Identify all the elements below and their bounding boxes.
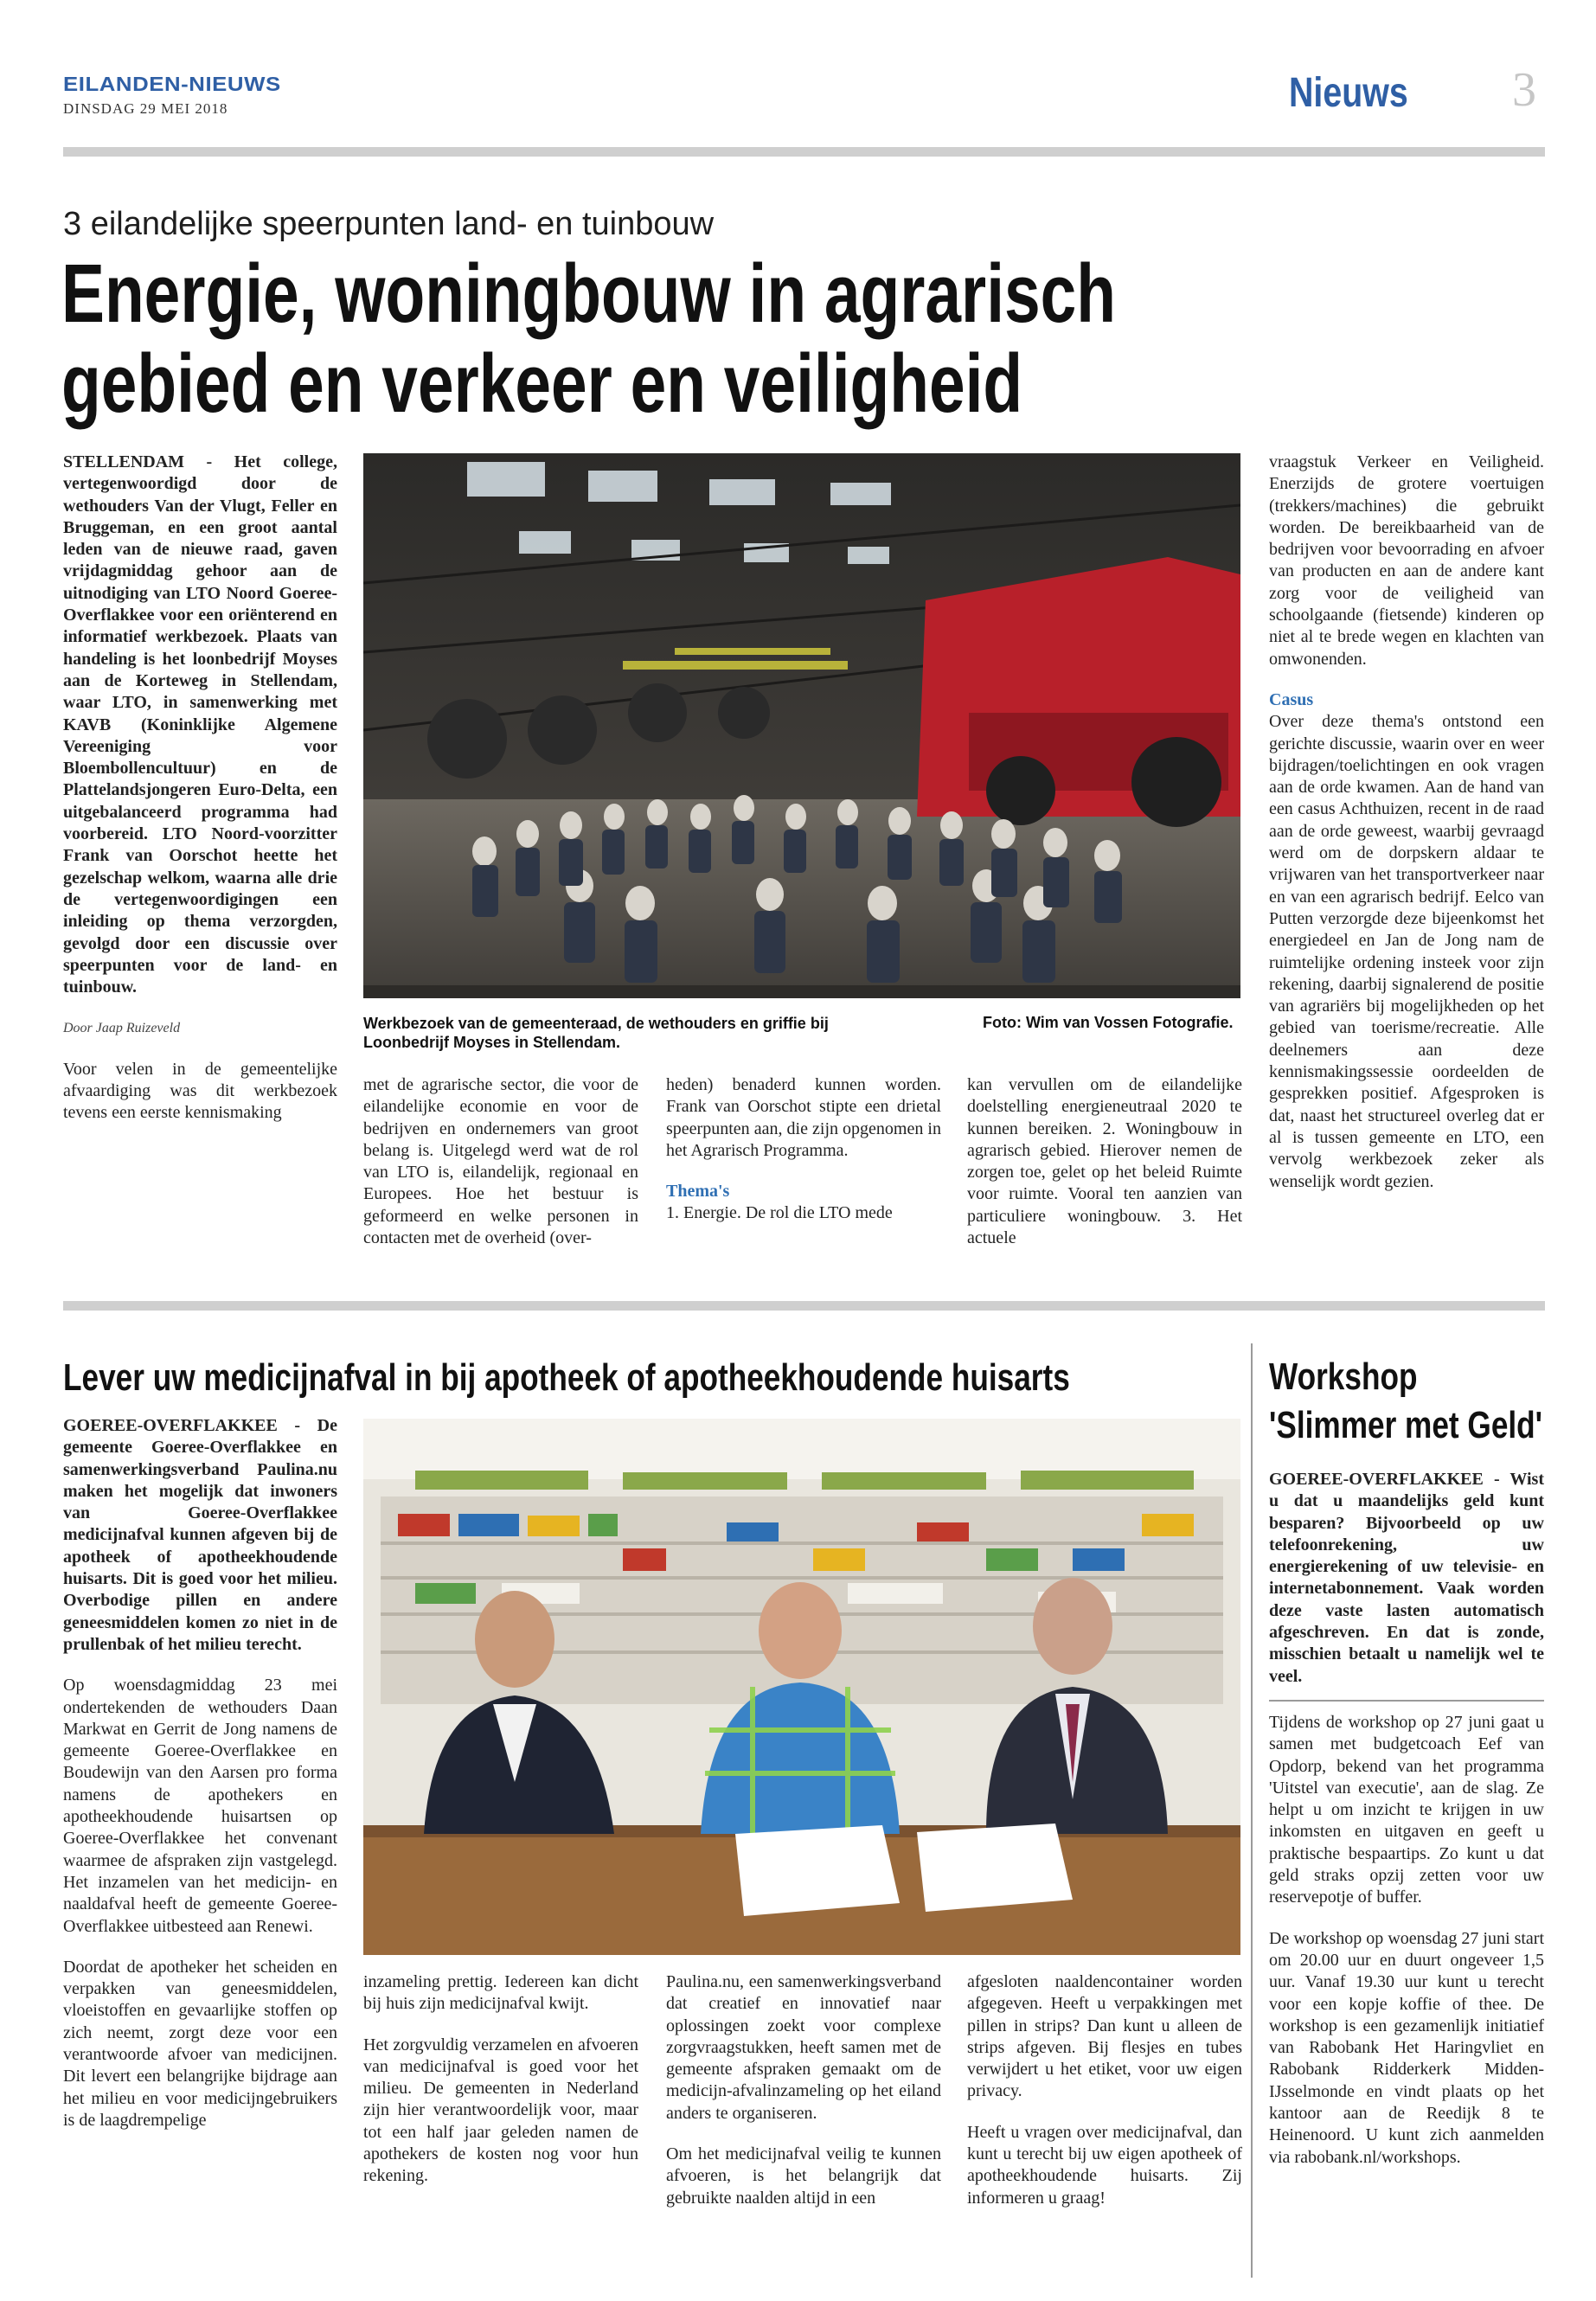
article2-column-4	[967, 1971, 1242, 2209]
article1-lead: STELLENDAM - Het college, vertegenwoordigd door de wethouders Van der Vlugt, Feller en Bruggeman, en een groot aantal leden van de nieuwe raad, gaven vrijdagmiddag gehoor aan de uitnodiging van LTO Noord Goeree-Overflakkee voor een oriënterend en informatief werkbezoek. Plaats van handeling is het loonbedrijf Moyses aan de Korteweg in Stellendam, waar LTO, in samenwerking met KAVB (Koninklijke Algemene Vereeniging voor Bloembollencultuur) en de Plattelandsjongeren Euro-Delta, een uitgebalanceerd programma had voorbereid. LTO Noord-voorzitter Frank van Oorschot heette het gezelschap welkom, waarna alle drie de vertegenwoordigingen een inleiding op thema verzorgden, gevolgd door een discussie over speerpunten voor de land- en tuinbouw.	[63, 452, 337, 997]
article1-column-4	[967, 1074, 1242, 1249]
article1-body-5: vraagstuk Verkeer en Veiligheid. Enerzijds de grotere voertuigen (trekkers/machines) die gebruikt worden. De bereikbaarheid van de bedrijven voor bevoorrading en afvoer van producten en aan de andere kant zorg voor de veiligheid van schoolgaande (fietsende) kinderen op niet al te brede wegen en klachten van omwonenden.	[1269, 452, 1544, 669]
article3-body-1: Tijdens de workshop op 27 juni gaat u samen met budgetcoach Eef van Opdorp, bekend van het programma 'Uitstel van executie', aan de slag. Ze helpt u om inzicht te krijgen in uw inkomsten en uitgaven en geeft u praktische bespaartips. Zo kunt u dat geld straks opzij zetten voor uw reservepotje of buffer.	[1269, 1712, 1544, 1907]
photo-convenant	[363, 1419, 1240, 1955]
article2-body-4: Het zorgvuldig verzamelen en afvoeren van medicijnafval is goed voor het milieu. De gemeenten in Nederland zijn hier verantwoordelijk voor, maar tot een half jaar geleden namen de apothekers de kosten nog voor hun rekening.	[363, 2035, 638, 2186]
article1-body-3b: 1. Energie. De rol die LTO mede	[666, 1203, 893, 1223]
article1-column-5	[1269, 452, 1544, 1193]
article2-lead: GOEREE-OVERFLAKKEE - De gemeente Goeree-Overflakkee en samenwerkingsverband Paulina.nu maken het mogelijk dat inwoners van Goeree-Overflakkee medicijnafval kunnen afgeven bij de apotheek of apotheekhoudende huisarts. Dit is goed voor het milieu. Overbodige pillen en andere geneesmiddelen komen zo niet in de prullenbak of het milieu terecht.	[63, 1416, 337, 1654]
article3-headline-line1: Workshop	[1269, 1356, 1418, 1398]
article3-headline-line2: 'Slimmer met Geld'	[1269, 1404, 1543, 1446]
article3-headline	[1269, 1353, 1596, 1450]
photo-caption: Werkbezoek van de gemeenteraad, de wethouders en griffie bij Loonbedrijf Moyses in Stellendam.	[363, 1015, 829, 1051]
article1-body-1: Voor velen in de gemeentelijke afvaardiging was dit werkbezoek tevens een eerste kennismaking	[63, 1059, 337, 1123]
header-rule	[63, 147, 1545, 157]
article2-body-3: inzameling prettig. Iedereen kan dicht bij huis zijn medicijnafval kwijt.	[363, 1972, 638, 2014]
article1-kicker: 3 eilandelijke speerpunten land- en tuinbouw	[63, 206, 715, 242]
barn-meeting-photo	[363, 453, 1240, 998]
article-divider	[63, 1301, 1545, 1311]
article1-column-1	[63, 452, 337, 1125]
article2-body-6: Om het medicijnafval veilig te kunnen afvoeren, is het belangrijk dat gebruikte naalden altijd in een	[666, 2144, 941, 2208]
article3-column	[1269, 1469, 1544, 2169]
article1-body-3: heden) benaderd kunnen worden. Frank van Oorschot stipte een drietal speerpunten aan, die zijn opgenomen in het Agrarisch Programma.	[666, 1075, 941, 1160]
article1-subhead-casus: Casus	[1269, 689, 1314, 709]
article1-column-3	[666, 1074, 941, 1225]
article2-headline: Lever uw medicijnafval in bij apotheek of apotheekhoudende huisarts	[63, 1356, 1070, 1399]
article1-headline	[61, 249, 1208, 429]
section-title: Nieuws	[1289, 70, 1408, 116]
article2-column-2	[363, 1971, 638, 2188]
masthead-logo: EILANDEN-NIEUWS	[63, 73, 281, 95]
pharmacy-signing-photo	[363, 1419, 1240, 1955]
article1-body-5b: Over deze thema's ontstond een gerichte discussie, waarin over en weer bijdragen/toelichtingen en ook vragen aan de orde kwamen. Aan de hand van een casus Achthuizen, recent in de raad aan de orde geweest, waarbij gevraagd werd om de dorpskern aldaar te vrijwaren van het transportverkeer naar en van een agrarisch bedrijf. Eelco van Putten verzorgde deze bijeenkomst het energiedeel en Jan de Jong nam de ruimtelijke ordening insteek voor zijn rekening, daarbij signalerend de positie van agrariërs bij mogelijkheden op het gebied van toerisme/recreatie. Alle deelnemers aan deze kennismakingssessie oordeelden de gesprekken positief. Afgesproken is dat, naast het structureel overleg dat er al is tussen gemeente en LTO, een vervolg werkbezoek zeker als wenselijk wordt gezien.	[1269, 712, 1544, 1191]
article2-body-2: Doordat de apotheker het scheiden en verpakken van geneesmiddelen, vloeistoffen en gevaarlijke stoffen op zich neemt, zorgt deze voor een verantwoorde afvoer van medicijnen. Dit levert een belangrijke bijdrage aan het milieu en voor medicijngebruikers is de laagdrempelige	[63, 1957, 337, 2130]
column-divider	[1251, 1343, 1253, 2278]
article1-headline-line2: gebied en verkeer en veiligheid	[61, 337, 1023, 430]
article2-body-7: afgesloten naaldencontainer worden afgegeven. Heeft u verpakkingen met pillen in strips? Dan kunt u alleen de strips afgeven. Bij flesjes en tubes verwijdert u het etiket, voor uw eigen privacy.	[967, 1972, 1242, 2101]
article1-column-2	[363, 1074, 638, 1249]
photo-werkbezoek	[363, 453, 1240, 998]
article2-body-5: Paulina.nu, een samenwerkingsverband dat creatief en innovatief naar oplossingen zoekt voor complexe zorgvraagstukken, heeft samen met de gemeente afspraken gemaakt om de medicijn-afvalinzameling op het eiland anders te organiseren.	[666, 1972, 941, 2123]
photo-credit: Foto: Wim van Vossen Fotografie.	[983, 1014, 1234, 1031]
article3-body-2: De workshop op woensdag 27 juni start om 20.00 uur en duurt ongeveer 1,5 uur. Vanaf 19.30 uur kunt u terecht voor een kopje koffie of thee. De workshop is een gezamenlijk initiatief van Rabobank Het Haringvliet en Rabobank Ridderkerk Midden-IJsselmonde en vindt plaats op het kantoor aan de Reedijk 8 te Heinenoord. U kunt zich aanmelden via rabobank.nl/workshops.	[1269, 1928, 1544, 2167]
article1-body-4: kan vervullen om de eilandelijke doelstelling energieneutraal 2020 te kunnen bereiken. 2. Woningbouw in agrarisch gebied. Hierover nemen de zorgen toe, gelet op het beleid Ruimte voor ruimte. Vooral ten aanzien van particuliere woningbouw. 3. Het actuele	[967, 1075, 1242, 1248]
article1-headline-line1: Energie, woningbouw in agrarisch	[61, 247, 1117, 340]
page-number: 3	[1512, 63, 1536, 117]
article3-divider	[1269, 1700, 1544, 1702]
article3-lead: GOEREE-OVERFLAKKEE - Wist u dat u maandelijks geld kunt besparen? Bijvoorbeeld op uw telefoonrekening, uw energierekening of uw televisie- en internetabonnement. Vaak worden deze vaste lasten automatisch afgeschreven. En dat is zonde, misschien betaalt u namelijk wel te veel.	[1269, 1470, 1544, 1686]
article2-body-1: Op woensdagmiddag 23 mei ondertekenden de wethouders Daan Markwat en Gerrit de Jong namens de gemeente Goeree-Overflakkee en Boudewijn van den Aarsen pro forma namens de apothekers en apotheekhoudende huisartsen op Goeree-Overflakkee het convenant waarmee de afspraken zijn vastgelegd. Het inzamelen van het medicijn- en naaldafval heeft de gemeente Goeree-Overflakkee uitbesteed aan Renewi.	[63, 1676, 337, 1936]
article1-subhead-themas: Thema's	[666, 1182, 730, 1202]
article2-body-8: Heeft u vragen over medicijnafval, dan kunt u terecht bij uw eigen apotheek of apotheekhoudende huisarts. Zij informeren u graag!	[967, 2122, 1242, 2208]
article1-body-2: met de agrarische sector, die voor de eilandelijke economie en voor de bedrijven en ondernemers van groot belang is. Uitgelegd werd wat de rol van LTO is, eilandelijk, regionaal en Europees. Hoe het bestuur is geformeerd en welke personen in contacten met de overheid (over-	[363, 1075, 638, 1248]
article1-byline: Door Jaap Ruizeveld	[63, 1021, 181, 1036]
article2-column-1	[63, 1415, 337, 2131]
issue-date: DINSDAG 29 MEI 2018	[63, 100, 228, 117]
article2-column-3	[666, 1971, 941, 2209]
